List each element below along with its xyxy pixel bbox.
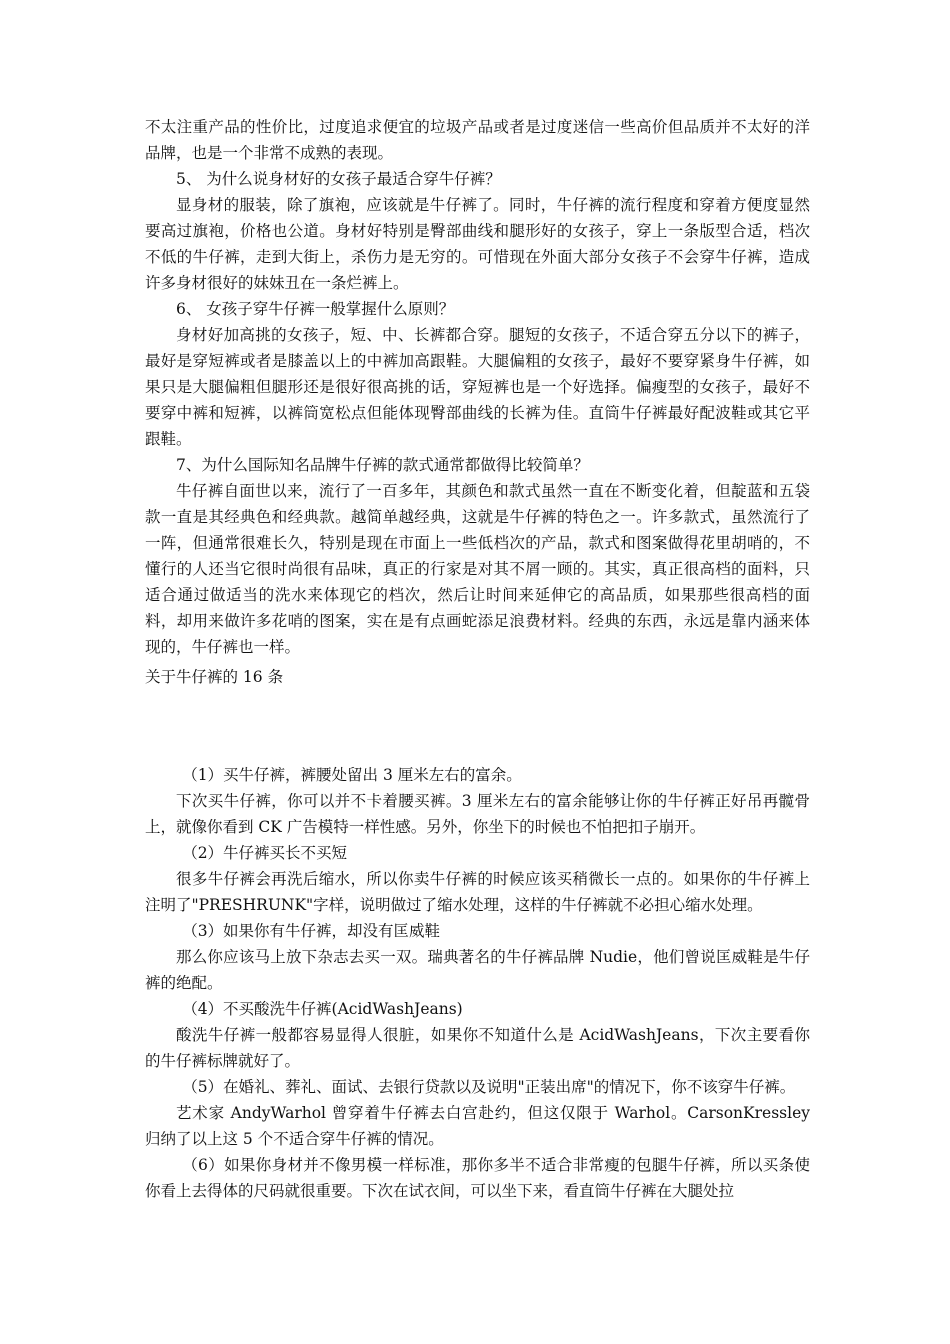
tip-1-body: 下次买牛仔裤，你可以并不卡着腰买裤。3 厘米左右的富余能够让你的牛仔裤正好吊再髋骨上，就像你看到 CK 广告模特一样性感。另外，你坐下的时候也不怕把扣子崩开。 (145, 792, 810, 836)
tip-3-title: （3）如果你有牛仔裤，却没有匡威鞋 (182, 922, 441, 940)
tip-5-title: （5）在婚礼、葬礼、面试、去银行贷款以及说明"正装出席"的情况下，你不该穿牛仔裤。 (182, 1078, 796, 1096)
question-5: 5、 为什么说身材好的女孩子最适合穿牛仔裤？ (176, 170, 501, 188)
tip-4-title: （4）不买酸洗牛仔裤(AcidWashJeans) (182, 1000, 463, 1018)
tip-2-body: 很多牛仔裤会再洗后缩水，所以你卖牛仔裤的时候应该买稍微长一点的。如果你的牛仔裤上注明了"PRESHRUNK"字样，说明做过了缩水处理，这样的牛仔裤就不必担心缩水处理。 (145, 870, 810, 914)
answer-7: 牛仔裤自面世以来，流行了一百多年，其颜色和款式虽然一直在不断变化着，但靛蓝和五袋款一直是其经典色和经典款。越简单越经典，这就是牛仔裤的特色之一。许多款式，虽然流行了一阵，但通常很难长久，特别是现在市面上一些低档次的产品，款式和图案做得花里胡哨的，不懂行的人还当它很时尚很有品味，真正的行家是对其不屑一顾的。其实，真正很高档的面料，只适合通过做适当的洗水来体现它的档次，然后让时间来延伸它的高品质，如果那些很高档的面料，却用来做许多花哨的图案，实在是有点画蛇添足浪费材料。经典的东西，永远是靠内涵来体现的，牛仔裤也一样。 (145, 482, 810, 656)
tip-2-title: （2）牛仔裤买长不买短 (182, 844, 348, 862)
tip-4-body: 酸洗牛仔裤一般都容易显得人很脏，如果你不知道什么是 AcidWashJeans，下次主要看你的牛仔裤标牌就好了。 (145, 1026, 810, 1070)
question-7: 7、为什么国际知名品牌牛仔裤的款式通常都做得比较简单？ (176, 456, 589, 474)
paragraph-intro: 不太注重产品的性价比，过度追求便宜的垃圾产品或者是过度迷信一些高价但品质并不太好的洋品牌，也是一个非常不成熟的表现。 (145, 118, 810, 162)
question-6: 6、 女孩子穿牛仔裤一般掌握什么原则？ (176, 300, 455, 318)
tip-6-title: （6）如果你身材并不像男模一样标准，那你多半不适合非常瘦的包腿牛仔裤，所以买条使你看上去得体的尺码就很重要。下次在试衣间，可以坐下来，看直筒牛仔裤在大腿处拉 (145, 1156, 810, 1200)
faq-section (145, 114, 810, 660)
tip-1-title: （1）买牛仔裤，裤腰处留出 3 厘米左右的富余。 (182, 766, 522, 784)
tip-5-body: 艺术家 AndyWarhol 曾穿着牛仔裤去白宫赴约，但这仅限于 Warhol。CarsonKressley 归纳了以上这 5 个不适合穿牛仔裤的情况。 (145, 1104, 810, 1148)
tips-section (145, 762, 810, 1204)
answer-6: 身材好加高挑的女孩子，短、中、长裤都合穿。腿短的女孩子，不适合穿五分以下的裤子，最好是穿短裤或者是膝盖以上的中裤加高跟鞋。大腿偏粗的女孩子，最好不要穿紧身牛仔裤，如果只是大腿偏粗但腿形还是很好很高挑的话，穿短裤也是一个好选择。偏瘦型的女孩子，最好不要穿中裤和短裤，以裤筒宽松点但能体现臀部曲线的长裤为佳。直筒牛仔裤最好配波鞋或其它平跟鞋。 (145, 326, 810, 448)
answer-5: 显身材的服装，除了旗袍，应该就是牛仔裤了。同时，牛仔裤的流行程度和穿着方便度显然要高过旗袍，价格也公道。身材好特别是臀部曲线和腿形好的女孩子，穿上一条版型合适，档次不低的牛仔裤，走到大街上，杀伤力是无穷的。可惜现在外面大部分女孩子不会穿牛仔裤，造成许多身材很好的妹妹丑在一条烂裤上。 (145, 196, 810, 292)
tip-3-body: 那么你应该马上放下杂志去买一双。瑞典著名的牛仔裤品牌 Nudie，他们曾说匡威鞋是牛仔裤的绝配。 (145, 948, 810, 992)
section-heading: 关于牛仔裤的 16 条 (145, 668, 284, 686)
